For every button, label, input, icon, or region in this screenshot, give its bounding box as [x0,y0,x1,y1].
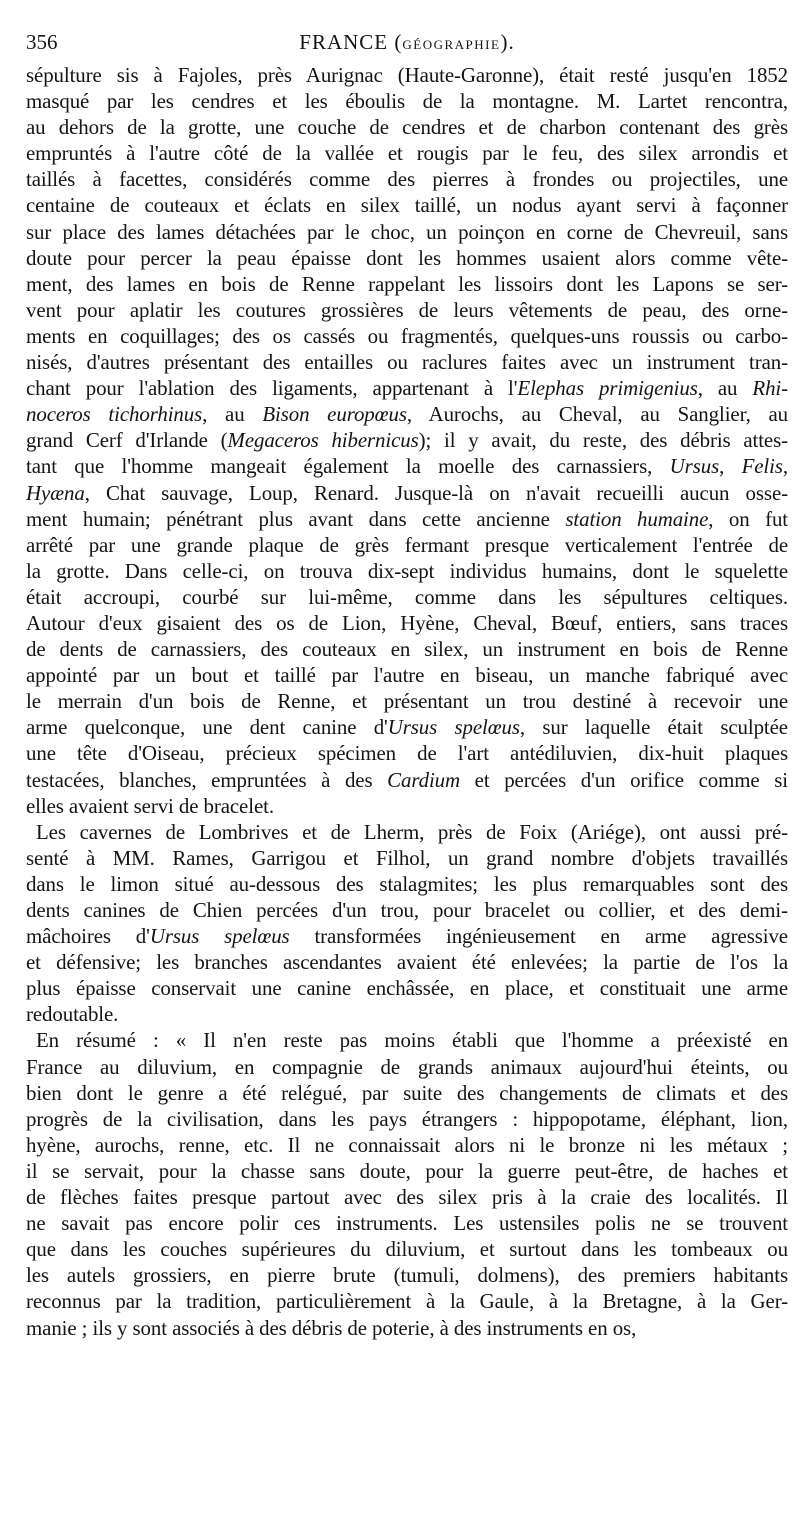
text-segment: que dans les couches supérieures du diluvium, et surtout dans les tombeaux ou [26,1237,788,1262]
text-segment: empruntés à l'autre côté de la vallée et rougis par le feu, des silex arrondis et [26,141,788,166]
running-header [26,24,788,62]
text-line [26,636,788,662]
text-line [26,140,788,166]
text-line [26,949,788,975]
text-segment: transformées ingénieusement en arme agressive [289,924,788,949]
text-line [26,819,788,845]
text-line [26,480,788,506]
text-segment: elles avaient servi de bracelet. [26,793,274,818]
italic-term: Felis [741,454,783,479]
text-segment: , [719,454,742,479]
text-line [26,349,788,375]
text-segment: arrêté par une grande plaque de grès fermant presque verticalement l'entrée de [26,532,788,557]
text-segment: France au diluvium, en compagnie de grands animaux aujourd'hui éteints, ou [26,1054,788,1079]
text-line [26,62,788,88]
italic-term: Hyæna [26,480,85,505]
text-line [26,1054,788,1080]
text-segment: testacées, blanches, empruntées à des [26,767,388,792]
text-segment: les autels grossiers, en pierre brute (tumuli, dolmens), des premiers habitants [26,1263,788,1288]
text-line [26,1001,788,1027]
paragraph [26,819,788,1028]
text-line [26,245,788,271]
text-segment: , Chat sauvage, Loup, Renard. Jusque-là on n'avait recueilli aucun osse- [84,480,788,505]
text-segment: et percées d'un orifice comme si [460,767,788,792]
text-line [26,767,788,793]
text-line [26,740,788,766]
text-segment: sépulture sis à Fajoles, près Aurignac (Haute-Garonne), était resté jusqu'en 1852 [26,63,788,87]
text-line [26,192,788,218]
text-segment: plus épaisse conservait une canine enchâssée, en place, et constituait une arme [26,976,788,1001]
italic-term: Ursus spelœus [387,715,520,740]
text-line [26,1132,788,1158]
text-line [26,1158,788,1184]
text-segment: ment humain; pénétrant plus avant dans cette ancienne [26,506,566,531]
text-segment: au dehors de la grotte, une couche de cendres et de charbon contenant des grès [26,115,788,140]
text-segment: bien dont le genre a été relégué, par suite des changements de climats et des [26,1080,788,1105]
running-title [26,30,788,55]
text-segment: nisés, d'autres présentant des entailles ou raclures faites avec un instrument tran- [26,350,788,375]
text-segment: manie ; ils y sont associés à des débris de poterie, à des instruments en os, [26,1315,637,1340]
text-segment: doute pour percer la peau épaisse dont les hommes usaient alors comme vête- [26,245,788,270]
text-segment: taillés à facettes, considérés comme des pierres à frondes ou projectiles, une [26,167,788,192]
text-line [26,1027,788,1053]
running-title-subject: GÉOGRAPHIE [402,37,501,52]
text-line [26,688,788,714]
text-line [26,297,788,323]
text-segment: , au [202,402,263,427]
text-segment: ments en coquillages; des os cassés ou fragmentés, quelques-uns roussis ou carbo- [26,323,788,348]
italic-term: Rhi- [752,376,788,401]
text-line [26,375,788,401]
running-title-end: ). [500,30,515,54]
text-segment: senté à MM. Rames, Garrigou et Filhol, un grand nombre d'objets travaillés [26,845,788,870]
text-segment: Les cavernes de Lombrives et de Lherm, près de Foix (Ariége), ont aussi pré- [36,819,788,844]
text-line [26,453,788,479]
text-segment: et défensive; les branches ascendantes avaient été enlevées; la partie de l'os la [26,950,788,975]
text-line [26,401,788,427]
paragraph [26,62,788,819]
text-segment: mâchoires d' [26,924,150,949]
text-line [26,506,788,532]
page-number: 356 [26,30,58,54]
text-segment: tant que l'homme mangeait également la moelle des carnassiers, [26,454,670,479]
text-line [26,897,788,923]
text-line [26,975,788,1001]
text-segment: , on fut [708,506,788,531]
text-segment: , au [697,376,753,401]
paragraph [26,1027,788,1340]
text-line [26,323,788,349]
text-segment: appointé par un bout et taillé par l'autre en biseau, un manche fabriqué avec [26,663,788,688]
text-segment: dents canines de Chien percées d'un trou, pour bracelet ou collier, et des demi- [26,898,788,922]
text-segment: de flèches faites presque partout avec des silex pris à la craie des localités. Il [26,1185,788,1210]
running-title-main: FRANCE ( [299,30,403,54]
text-line [26,871,788,897]
text-segment: il se servait, pour la chasse sans doute, pour la guerre peut-être, de haches et [26,1158,788,1183]
text-segment: ment, des lames en bois de Renne rappelant les lissoirs dont les Lapons se ser- [26,271,788,296]
text-line [26,1262,788,1288]
text-segment: ne savait pas encore polir ces instruments. Les ustensiles polis ne se trouvent [26,1211,788,1236]
text-line [26,1236,788,1262]
text-segment: Autour d'eux gisaient des os de Lion, Hyène, Cheval, Bœuf, entiers, sans traces [26,610,788,635]
text-segment: grand Cerf d'Irlande ( [26,428,228,453]
text-segment: chant pour l'ablation des ligaments, appartenant à l' [26,376,518,401]
italic-term: noceros tichorhinus [26,402,203,427]
text-segment: vent pour aplatir les coutures grossières de leurs vêtements de peau, des orne- [26,297,788,322]
text-line [26,114,788,140]
italic-term: Elephas primigenius [517,376,698,401]
text-line [26,166,788,192]
italic-term: station humaine [565,506,709,531]
text-line [26,532,788,558]
italic-term: Bison europœus [262,402,407,427]
text-line [26,714,788,740]
text-line [26,923,788,949]
text-segment: le merrain d'un bois de Renne, et présentant un trou destiné à recevoir une [26,689,788,714]
text-line [26,219,788,245]
text-line [26,1288,788,1314]
text-line [26,662,788,688]
body-text [26,62,788,1341]
text-segment: hyène, aurochs, renne, etc. Il ne connaissait alors ni le bronze ni les métaux ; [26,1132,788,1157]
text-segment: la grotte. Dans celle-ci, on trouva dix-sept individus humains, dont le squelette [26,558,788,583]
text-line [26,1184,788,1210]
text-segment: centaine de couteaux et éclats en silex taillé, un nodus ayant servi à façonner [26,193,788,218]
text-segment: , sur laquelle était sculptée [519,715,788,740]
text-segment: était accroupi, courbé sur lui-même, comme dans les sépultures celtiques. [26,584,788,609]
text-line [26,88,788,114]
italic-term: Cardium [387,767,460,792]
text-line [26,845,788,871]
italic-term: Megaceros hibernicus [227,428,419,453]
text-segment: redoutable. [26,1002,119,1027]
text-segment: progrès de la civilisation, dans les pays étrangers : hippopotame, éléphant, lion, [26,1106,788,1131]
text-line [26,427,788,453]
text-segment: de dents de carnassiers, des couteaux en silex, un instrument en bois de Renne [26,637,788,662]
text-line [26,271,788,297]
text-segment: sur place des lames détachées par le choc, un poinçon en corne de Chevreuil, sans [26,219,788,244]
text-segment: ); il y avait, du reste, des débris attes- [418,428,788,453]
text-segment: dans le limon situé au-dessous des stalagmites; les plus remarquables sont des [26,871,788,896]
text-line [26,610,788,636]
text-line [26,584,788,610]
text-line [26,1106,788,1132]
document-page [26,24,788,1341]
italic-term: Ursus spelœus [149,924,290,949]
text-segment: masqué par les cendres et les éboulis de la montagne. M. Lartet rencontra, [26,89,788,114]
text-segment: , Aurochs, au Cheval, au Sanglier, au [406,402,789,427]
text-segment: arme quelconque, une dent canine d' [26,715,388,740]
text-line [26,1315,788,1341]
text-line [26,558,788,584]
text-segment: une tête d'Oiseau, précieux spécimen de l'art antédiluvien, dix-huit plaques [26,741,788,766]
text-segment: En résumé : « Il n'en reste pas moins établi que l'homme a préexisté en [36,1028,788,1053]
text-segment: reconnus par la tradition, particulièrement à la Gaule, à la Bretagne, à la Ger- [26,1289,788,1314]
text-line [26,1210,788,1236]
text-segment: , [782,454,788,479]
italic-term: Ursus [669,454,720,479]
text-line [26,1080,788,1106]
text-line [26,793,788,819]
